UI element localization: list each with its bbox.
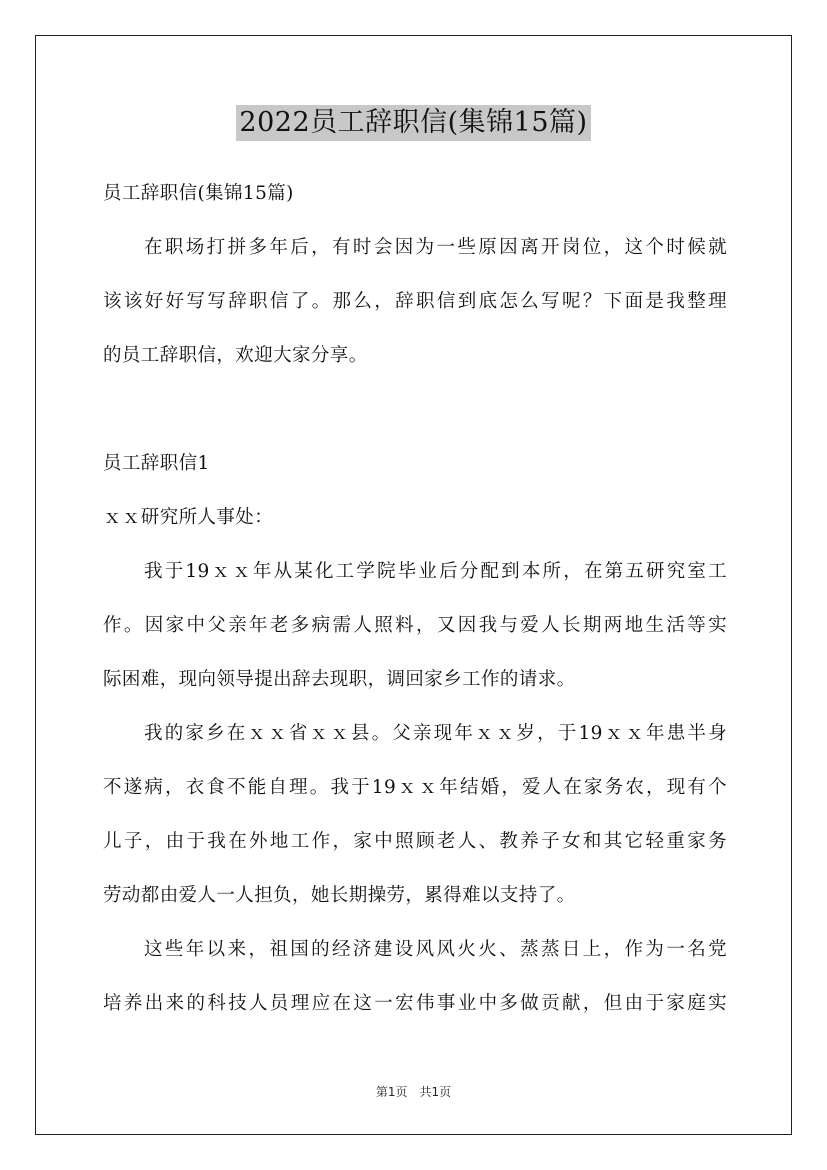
paragraph-line: 儿子，由于我在外地工作，家中照顾老人、教养子女和其它轻重家务	[103, 831, 727, 852]
intro-line: 在职场打拼多年后，有时会因为一些原因离开岗位，这个时候就	[144, 237, 727, 258]
paragraph-line: 我于19ｘｘ年从某化工学院毕业后分配到本所，在第五研究室工	[144, 561, 727, 582]
paragraph-line: 我的家乡在ｘｘ省ｘｘ县。父亲现年ｘｘ岁，于19ｘｘ年患半身	[144, 723, 727, 744]
paragraph-line: 这些年以来，祖国的经济建设风风火火、蒸蒸日上，作为一名党	[144, 939, 727, 960]
section-heading: 员工辞职信1	[103, 453, 210, 474]
document-title	[0, 104, 827, 141]
paragraph-line: 培养出来的科技人员理应在这一宏伟事业中多做贡献，但由于家庭实	[103, 993, 727, 1014]
paragraph-line: 劳动都由爱人一人担负，她长期操劳，累得难以支持了。	[103, 885, 576, 906]
salutation: ｘｘ研究所人事处：	[103, 507, 274, 528]
intro-line: 的员工辞职信，欢迎大家分享。	[103, 345, 368, 366]
page-footer: 第1页 共1页	[375, 1085, 452, 1099]
document-body	[103, 172, 727, 1036]
subtitle: 员工辞职信(集锦15篇)	[103, 183, 294, 204]
paragraph-line: 不遂病，衣食不能自理。我于19ｘｘ年结婚，爱人在家务农，现有个	[103, 777, 727, 798]
paragraph-line: 作。因家中父亲年老多病需人照料，又因我与爱人长期两地生活等实	[103, 615, 727, 636]
paragraph-line: 际困难，现向领导提出辞去现职，调回家乡工作的请求。	[103, 669, 576, 690]
document-title-text: 2022员工辞职信(集锦15篇)	[236, 105, 590, 141]
intro-line: 该该好好写写辞职信了。那么，辞职信到底怎么写呢？下面是我整理	[103, 291, 727, 312]
paragraph-gap	[103, 388, 727, 442]
